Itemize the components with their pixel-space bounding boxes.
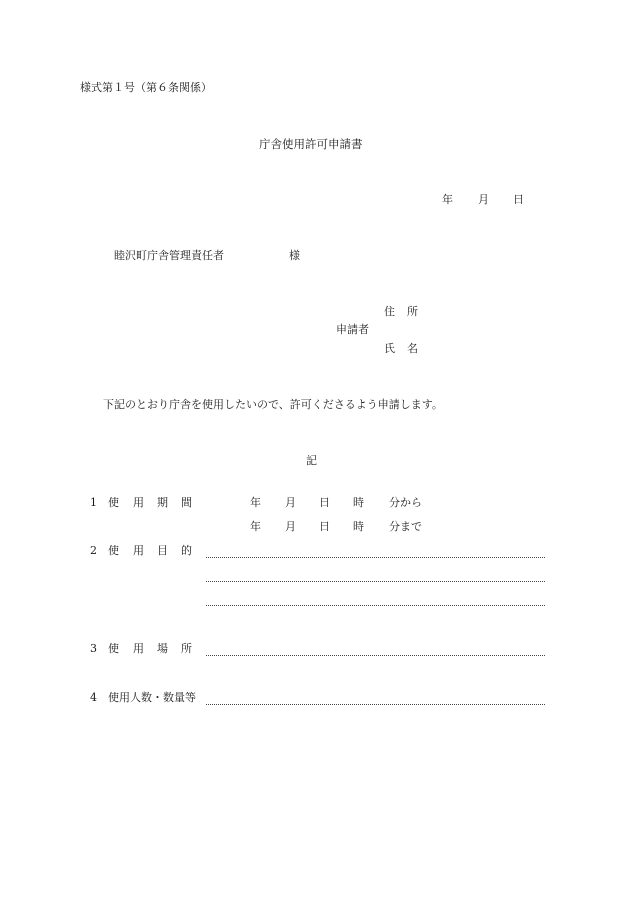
item-3-label-char-3: 場 bbox=[157, 642, 168, 655]
addressee-honorific: 様 bbox=[289, 249, 300, 262]
item-1-label-char-2: 用 bbox=[133, 496, 144, 509]
request-statement: 下記のとおり庁舎を使用したいので、許可くださるよう申請します。 bbox=[103, 398, 443, 411]
period-from-year: 年 bbox=[250, 496, 261, 509]
period-from-hour: 時 bbox=[353, 496, 364, 509]
item-3-label-char-2: 用 bbox=[133, 642, 144, 655]
item-2-number: 2 bbox=[90, 544, 97, 557]
period-to-month: 月 bbox=[285, 520, 296, 533]
addressee-name: 睦沢町庁舎管理責任者 bbox=[114, 249, 224, 262]
date-year-label: 年 bbox=[442, 193, 453, 206]
item-4-label: 使用人数・数量等 bbox=[108, 691, 196, 704]
applicant-label: 申請者 bbox=[336, 323, 369, 336]
ki-heading: 記 bbox=[306, 454, 317, 467]
period-from-month: 月 bbox=[285, 496, 296, 509]
purpose-line-3[interactable] bbox=[206, 605, 545, 606]
item-1-label-char-4: 間 bbox=[181, 496, 192, 509]
item-1-number: 1 bbox=[90, 496, 97, 509]
period-from-day: 日 bbox=[319, 496, 330, 509]
people-line[interactable] bbox=[206, 704, 545, 705]
item-1-label-char-3: 期 bbox=[157, 496, 168, 509]
item-3-label-char-4: 所 bbox=[181, 642, 192, 655]
date-month-label: 月 bbox=[478, 193, 489, 206]
period-to-day: 日 bbox=[319, 520, 330, 533]
form-number: 様式第１号（第６条関係） bbox=[80, 81, 212, 94]
name-label-char-2: 名 bbox=[407, 342, 418, 355]
item-3-number: 3 bbox=[90, 642, 97, 655]
address-label-char-2: 所 bbox=[407, 305, 418, 318]
item-1-label-char-1: 使 bbox=[108, 496, 119, 509]
period-to-suffix: 分まで bbox=[389, 520, 422, 533]
item-3-label-char-1: 使 bbox=[108, 642, 119, 655]
period-to-hour: 時 bbox=[353, 520, 364, 533]
date-day-label: 日 bbox=[513, 193, 524, 206]
name-label-char-1: 氏 bbox=[384, 342, 395, 355]
period-from-suffix: 分から bbox=[389, 496, 422, 509]
item-2-label-char-2: 用 bbox=[133, 544, 144, 557]
purpose-line-2[interactable] bbox=[206, 581, 545, 582]
purpose-line-1[interactable] bbox=[206, 557, 545, 558]
place-line[interactable] bbox=[206, 655, 545, 656]
document-title: 庁舎使用許可申請書 bbox=[259, 137, 363, 151]
period-to-year: 年 bbox=[250, 520, 261, 533]
address-label-char-1: 住 bbox=[384, 305, 395, 318]
item-4-number: 4 bbox=[90, 691, 97, 704]
item-2-label-char-4: 的 bbox=[181, 544, 192, 557]
item-2-label-char-3: 目 bbox=[157, 544, 168, 557]
item-2-label-char-1: 使 bbox=[108, 544, 119, 557]
